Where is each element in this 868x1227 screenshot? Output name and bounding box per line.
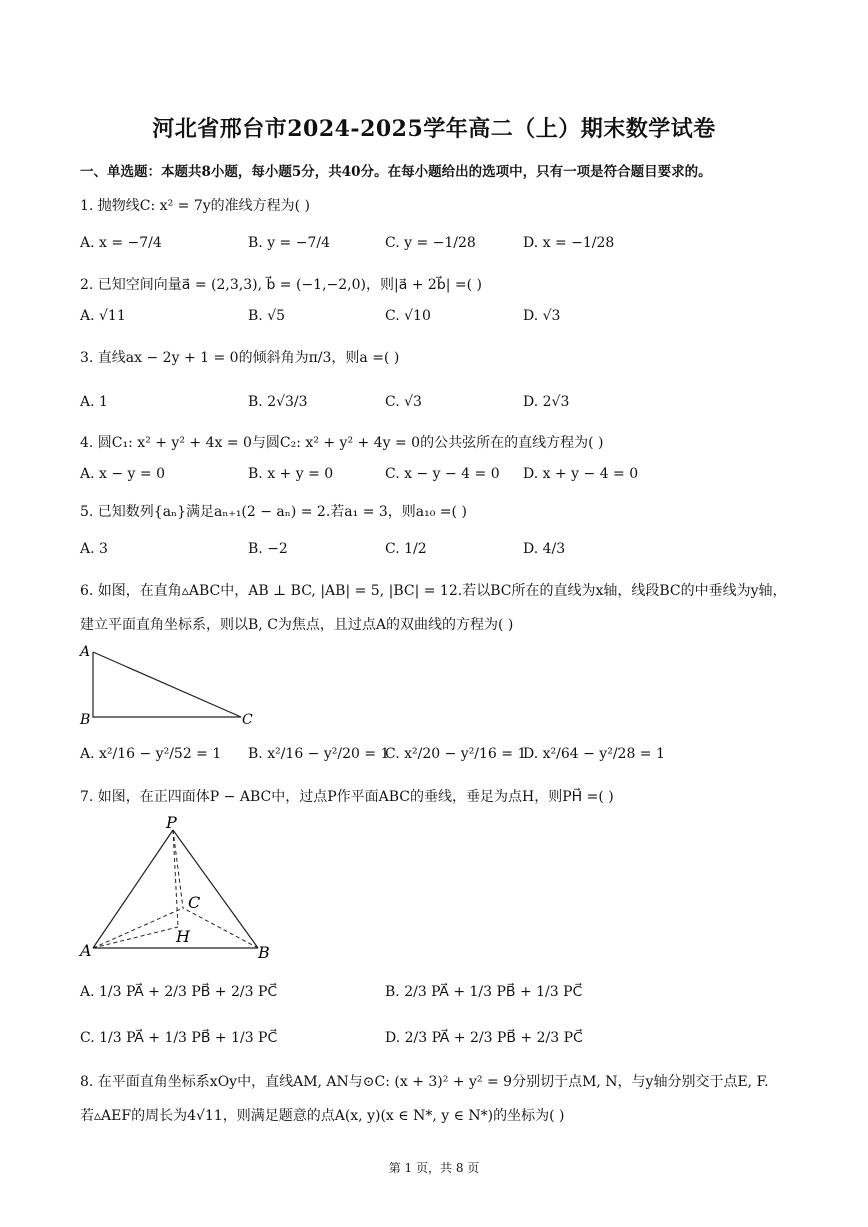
q1-option-d: D. x = −1/28 bbox=[523, 235, 615, 251]
q5-option-d: D. 4/3 bbox=[523, 541, 566, 557]
figure-right-triangle bbox=[76, 640, 276, 732]
q7-option-a: A. 1/3 PA⃗ + 2/3 PB⃗ + 2/3 PC⃗ bbox=[80, 984, 278, 1000]
q1-option-b: B. y = −7/4 bbox=[248, 235, 330, 251]
q3-option-c: C. √3 bbox=[385, 394, 422, 410]
q6-option-d: D. x²/64 − y²/28 = 1 bbox=[523, 746, 665, 762]
fig7-label-p: P bbox=[166, 813, 177, 832]
q5-option-b: B. −2 bbox=[248, 541, 288, 557]
q3-option-a: A. 1 bbox=[80, 394, 108, 410]
q7-option-d: D. 2/3 PA⃗ + 2/3 PB⃗ + 2/3 PC⃗ bbox=[385, 1030, 583, 1046]
fig7-label-a: A bbox=[80, 941, 92, 960]
q5-option-a: A. 3 bbox=[80, 541, 108, 557]
question-6-stem-line2: 建立平面直角坐标系，则以B, C为焦点，且过点A的双曲线的方程为( ) bbox=[80, 617, 514, 633]
fig7-label-h: H bbox=[176, 927, 190, 946]
q2-option-d: D. √3 bbox=[523, 308, 561, 324]
fig6-label-b: B bbox=[80, 712, 91, 728]
q1-option-c: C. y = −1/28 bbox=[385, 235, 476, 251]
page-title: 河北省邢台市2024-2025学年高二（上）期末数学试卷 bbox=[152, 116, 716, 142]
q7-option-b: B. 2/3 PA⃗ + 1/3 PB⃗ + 1/3 PC⃗ bbox=[385, 984, 583, 1000]
q6-option-b: B. x²/16 − y²/20 = 1 bbox=[248, 746, 390, 762]
q4-option-b: B. x + y = 0 bbox=[248, 466, 334, 482]
question-1-stem: 1. 抛物线C: x² = 7y的准线方程为( ) bbox=[80, 198, 311, 214]
q3-option-d: D. 2√3 bbox=[523, 394, 570, 410]
page-footer: 第 1 页，共 8 页 bbox=[388, 1161, 480, 1175]
question-4-stem: 4. 圆C₁: x² + y² + 4x = 0与圆C₂: x² + y² + 4y = 0的公共弦所在的直线方程为( ) bbox=[80, 435, 604, 451]
question-3-stem: 3. 直线ax − 2y + 1 = 0的倾斜角为π/3，则a =( ) bbox=[80, 350, 400, 366]
q4-option-c: C. x − y − 4 = 0 bbox=[385, 466, 500, 482]
section-heading: 一、单选题：本题共8小题，每小题5分，共40分。在每小题给出的选项中，只有一项是符合题目要求的。 bbox=[80, 164, 712, 180]
q2-option-b: B. √5 bbox=[248, 308, 286, 324]
fig6-label-a: A bbox=[80, 644, 91, 660]
fig6-label-c: C bbox=[242, 712, 253, 728]
question-5-stem: 5. 已知数列{aₙ}满足aₙ₊₁(2 − aₙ) = 2.若a₁ = 3，则a₁₀ =( ) bbox=[80, 504, 467, 520]
question-2-stem: 2. 已知空间向量a⃗ = (2,3,3), b⃗ = (−1,−2,0)，则|a⃗ + 2b⃗| =( ) bbox=[80, 277, 482, 293]
q2-option-a: A. √11 bbox=[80, 308, 126, 324]
figure-tetrahedron bbox=[76, 812, 286, 964]
q1-option-a: A. x = −7/4 bbox=[80, 235, 162, 251]
q6-option-c: C. x²/20 − y²/16 = 1 bbox=[385, 746, 527, 762]
q4-option-d: D. x + y − 4 = 0 bbox=[523, 466, 639, 482]
q2-option-c: C. √10 bbox=[385, 308, 431, 324]
question-7-stem: 7. 如图，在正四面体P − ABC中，过点P作平面ABC的垂线，垂足为点H，则PH⃗ =( ) bbox=[80, 789, 614, 805]
question-8-stem-line2: 若▵AEF的周长为4√11，则满足题意的点A(x, y)(x ∈ N*, y ∈ N*)的坐标为( ) bbox=[80, 1108, 565, 1124]
q3-option-b: B. 2√3/3 bbox=[248, 394, 308, 410]
fig7-label-b: B bbox=[258, 943, 270, 962]
q5-option-c: C. 1/2 bbox=[385, 541, 427, 557]
question-8-stem: 8. 在平面直角坐标系xOy中，直线AM, AN与⊙C: (x + 3)² + y² = 9分别切于点M, N，与y轴分别交于点E, F. bbox=[80, 1074, 769, 1090]
question-6-stem: 6. 如图，在直角▵ABC中，AB ⊥ BC, |AB| = 5, |BC| = 12.若以BC所在的直线为x轴，线段BC的中垂线为y轴， bbox=[80, 583, 787, 599]
q7-option-c: C. 1/3 PA⃗ + 1/3 PB⃗ + 1/3 PC⃗ bbox=[80, 1030, 278, 1046]
fig7-label-c: C bbox=[188, 893, 201, 912]
q4-option-a: A. x − y = 0 bbox=[80, 466, 165, 482]
q6-option-a: A. x²/16 − y²/52 = 1 bbox=[80, 746, 222, 762]
